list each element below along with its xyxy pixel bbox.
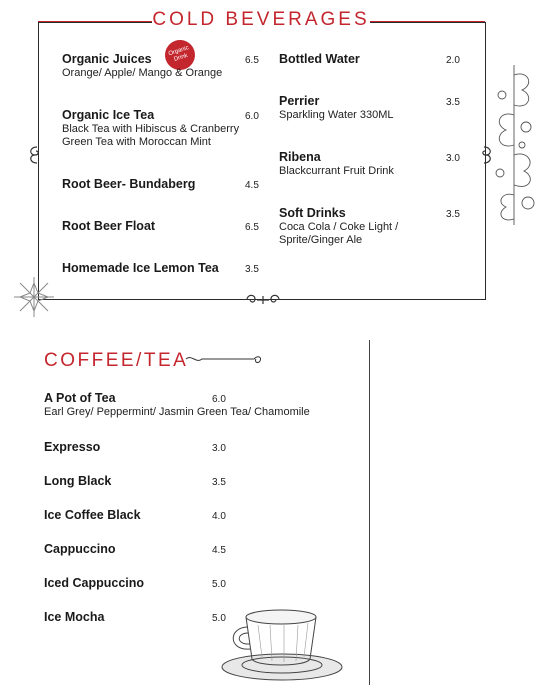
item-price: 3.5 <box>245 264 259 275</box>
item-name: Homemade Ice Lemon Tea <box>62 261 219 275</box>
item-name: Root Beer- Bundaberg <box>62 177 196 191</box>
item-name: Soft Drinks <box>279 206 346 220</box>
item-name: Ice Coffee Black <box>44 508 141 522</box>
item-desc: Earl Grey/ Peppermint/ Jasmin Green Tea/ Chamomile <box>44 406 310 418</box>
scroll-ornament-left-icon <box>27 145 47 165</box>
item-price: 4.5 <box>245 180 259 191</box>
item-desc: Orange/ Apple/ Mango & Orange <box>62 67 223 79</box>
item-name: Bottled Water <box>279 52 360 66</box>
item-price: 2.0 <box>446 55 460 66</box>
item-desc-line2: Green Tea with Moroccan Mint <box>62 136 211 148</box>
menu-item-cappuccino <box>44 542 116 557</box>
item-price: 3.5 <box>446 209 460 220</box>
item-price: 5.0 <box>212 579 226 590</box>
item-name: Ribena <box>279 150 321 164</box>
item-name: Expresso <box>44 440 101 454</box>
menu-item-organic-juices <box>62 52 222 80</box>
menu-item-ribena <box>279 150 394 178</box>
menu-item-bottled-water <box>279 52 360 67</box>
menu-item-organic-ice-tea <box>62 108 239 149</box>
item-price: 5.0 <box>212 613 226 624</box>
item-price: 6.5 <box>245 222 259 233</box>
item-name: Cappuccino <box>44 542 116 556</box>
menu-item-expresso <box>44 440 100 455</box>
item-price: 3.0 <box>446 153 460 164</box>
item-price: 4.5 <box>212 545 226 556</box>
menu-item-soft-drinks <box>279 206 398 247</box>
organic-drink-badge: Organic Drink <box>161 36 199 74</box>
item-name: A Pot of Tea <box>44 391 116 405</box>
menu-item-homemade-ice-lemon-tea <box>62 261 219 276</box>
coffee-tea-heading: COFFEE/TEA <box>44 350 189 371</box>
item-name: Long Black <box>44 474 112 488</box>
item-price: 6.5 <box>245 55 259 66</box>
item-price: 3.0 <box>212 443 226 454</box>
heading-rule-left <box>38 21 152 22</box>
item-name: Perrier <box>279 94 320 108</box>
menu-item-ice-coffee-black <box>44 508 141 523</box>
flourish-line-icon <box>184 352 264 366</box>
item-desc: Coca Cola / Coke Light / <box>279 221 399 233</box>
item-name: Iced Cappuccino <box>44 576 145 590</box>
holly-decoration-icon <box>484 55 543 235</box>
item-desc-line2: Sprite/Ginger Ale <box>279 234 363 246</box>
item-price: 4.0 <box>212 511 226 522</box>
menu-item-root-beer-bundaberg <box>62 177 195 192</box>
item-name: Organic Juices <box>62 52 152 66</box>
item-name: Ice Mocha <box>44 610 105 624</box>
section-divider <box>369 340 370 685</box>
menu-item-iced-cappuccino <box>44 576 144 591</box>
item-desc: Sparkling Water 330ML <box>279 109 394 121</box>
scroll-ornament-bottom-icon <box>245 292 281 308</box>
item-desc: Black Tea with Hibiscus & Cranberry <box>62 123 240 135</box>
menu-item-long-black <box>44 474 111 489</box>
heading-rule-right <box>370 21 485 22</box>
coffee-cup-icon <box>218 605 348 685</box>
item-name: Organic Ice Tea <box>62 108 155 122</box>
cold-beverages-heading: COLD BEVERAGES <box>152 9 370 30</box>
menu-item-ice-mocha <box>44 610 104 625</box>
item-desc: Blackcurrant Fruit Drink <box>279 165 394 177</box>
item-price: 6.0 <box>212 394 226 405</box>
menu-item-pot-of-tea <box>44 391 310 419</box>
menu-item-root-beer-float <box>62 219 155 234</box>
snowflake-decoration-icon <box>12 275 56 319</box>
menu-item-perrier <box>279 94 394 122</box>
item-price: 3.5 <box>212 477 226 488</box>
item-price: 3.5 <box>446 97 460 108</box>
item-name: Root Beer Float <box>62 219 156 233</box>
item-price: 6.0 <box>245 111 259 122</box>
